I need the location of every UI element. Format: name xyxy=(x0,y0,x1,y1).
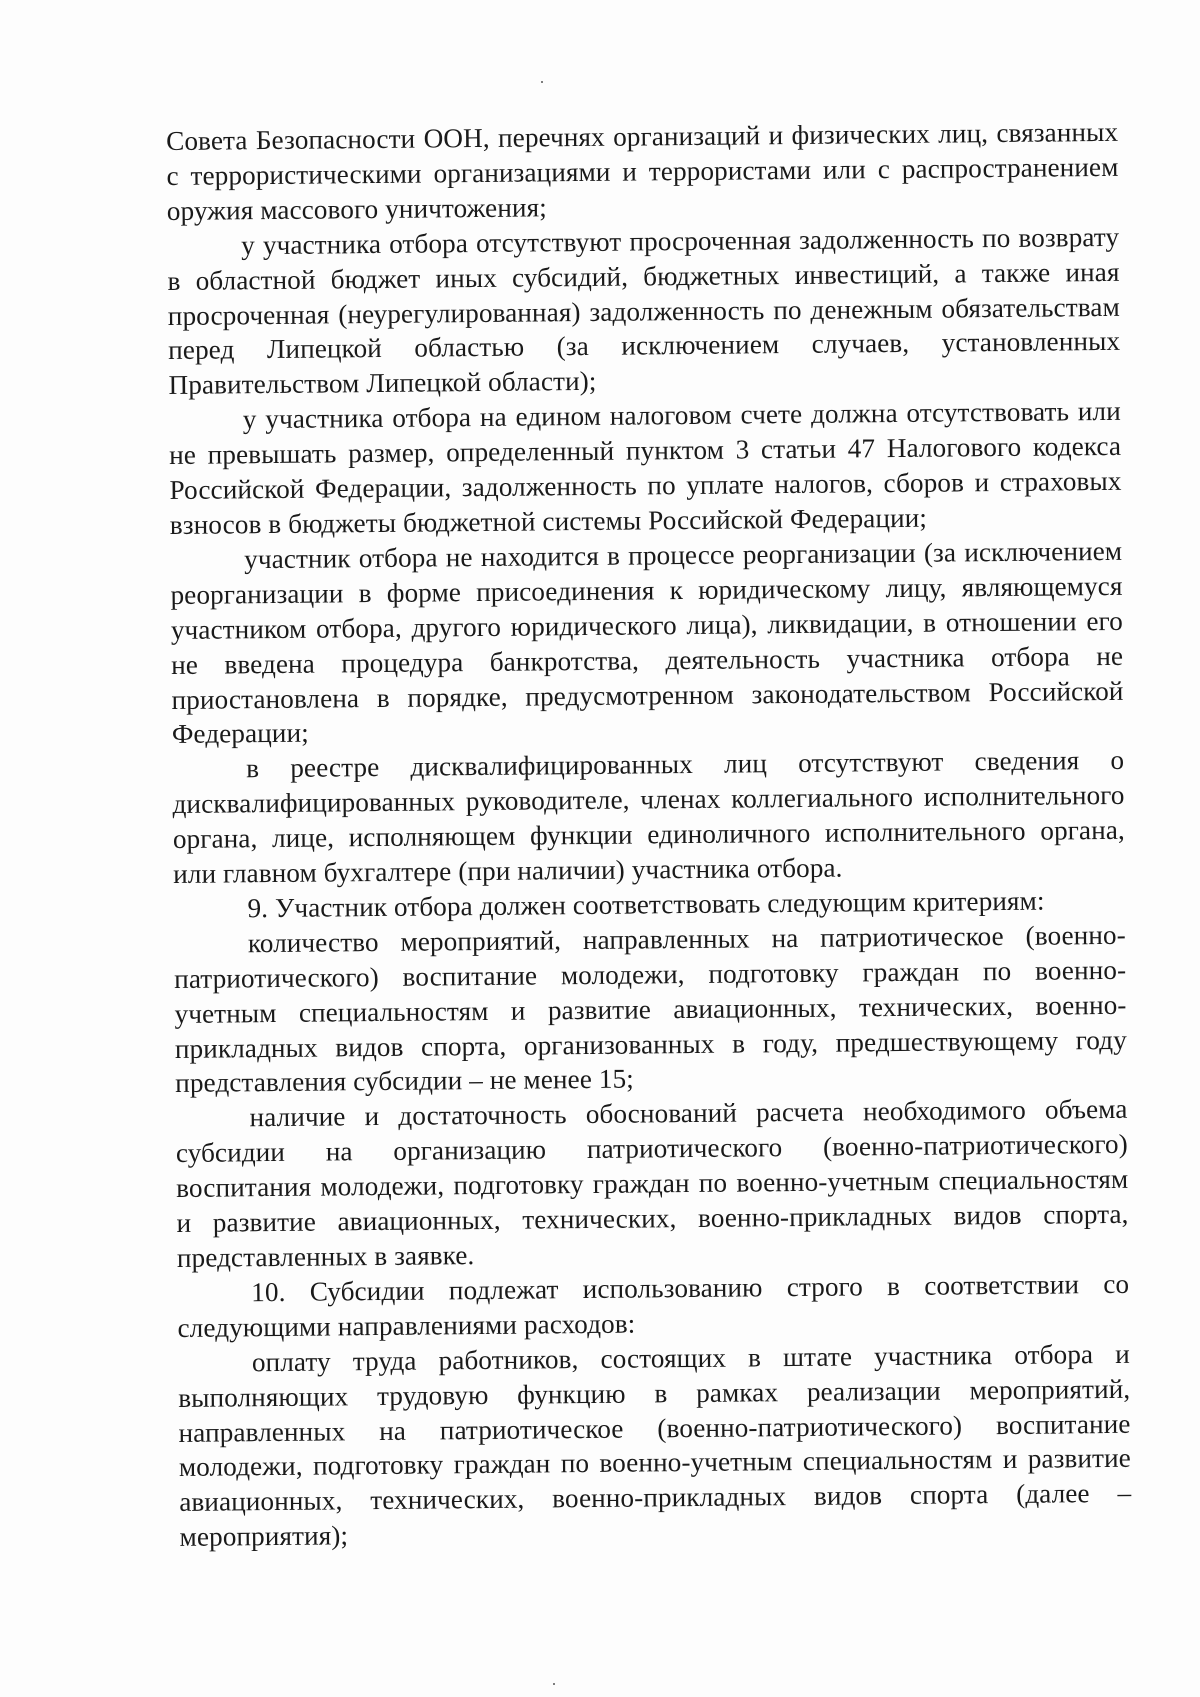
paragraph-disqualified-persons: в реестре дисквалифицированных лиц отсутствуют сведения о дисквалифицированных руководителе, членах коллегиального исполнительного органа, лице, исполняющем функции единоличного исполнительного органа, или главном бухгалтере (при наличии) участника отбора. xyxy=(172,745,1125,889)
paragraph-un-security-council-lists: Совета Безопасности ООН, перечнях организаций и физических лиц, связанных с террористическими организациями и террористами или с распространением оружия массового уничтожения; xyxy=(166,116,1119,226)
paragraph-calculation-justification-criterion: наличие и достаточность обоснований расчета необходимого объема субсидии на организацию патриотического (военно-патриотического) воспитания молодежи, подготовку граждан по военно-учетным специальностям и развитие авиационных, технических, военно-прикладных видов спорта, представленных в заявке. xyxy=(175,1094,1129,1273)
scan-speck xyxy=(553,1683,555,1685)
paragraph-events-count-criterion: количество мероприятий, направленных на патриотическое (военно-патриотического) воспитание молодежи, подготовку граждан по военно-учетным специальностям и развитие авиационных, технических, военно-прикладных видов спорта, организованных в году, предшествующему году представления субсидии – не менее 15; xyxy=(174,919,1127,1099)
document-body xyxy=(166,115,1132,1555)
paragraph-overdue-debt: у участника отбора отсутствуют просроченная задолженность по возврату в областной бюджет иных субсидий, бюджетных инвестиций, а также иная просроченная (неурегулированная) задолженность по денежным обязательствам перед Липецкой областью (за исключением случаев, установленных Правительством Липецкой области); xyxy=(167,221,1121,401)
paragraph-reorganization: участник отбора не находится в процессе реорганизации (за исключением реорганизации в форме присоединения к юридическому лицу, являющемуся участником отбора, другого юридического лица), ликвидации, в отношении его не введена процедура банкротства, деятельность участника отбора не приостановлена в порядке, предусмотренном законодательством Российской Федерации; xyxy=(170,535,1124,750)
paragraph-item-9-heading: 9. Участник отбора должен соответствовать следующим критериям: xyxy=(247,885,1045,924)
paragraph-tax-account-debt: у участника отбора на едином налоговом счете должна отсутствовать или не превышать размер, определенный пунктом 3 статьи 47 Налогового кодекса Российской Федерации, задолженность по уплате налогов, сборов и страховых взносов в бюджеты бюджетной системы Российской Федерации; xyxy=(169,396,1122,540)
scan-speck xyxy=(541,81,543,83)
paragraph-item-10-heading: 10. Субсидии подлежат использованию строго в соответствии со следующими направлениями расходов: xyxy=(177,1268,1130,1343)
paragraph-labor-payment: оплату труда работников, состоящих в штате участника отбора и выполняющих трудовую функцию в рамках реализации мероприятий, направленных на патриотическое (военно-патриотического) воспитание молодежи, подготовку граждан по военно-учетным специальностям и развитие авиационных, технических, военно-прикладных видов спорта (далее – мероприятия); xyxy=(178,1338,1132,1553)
